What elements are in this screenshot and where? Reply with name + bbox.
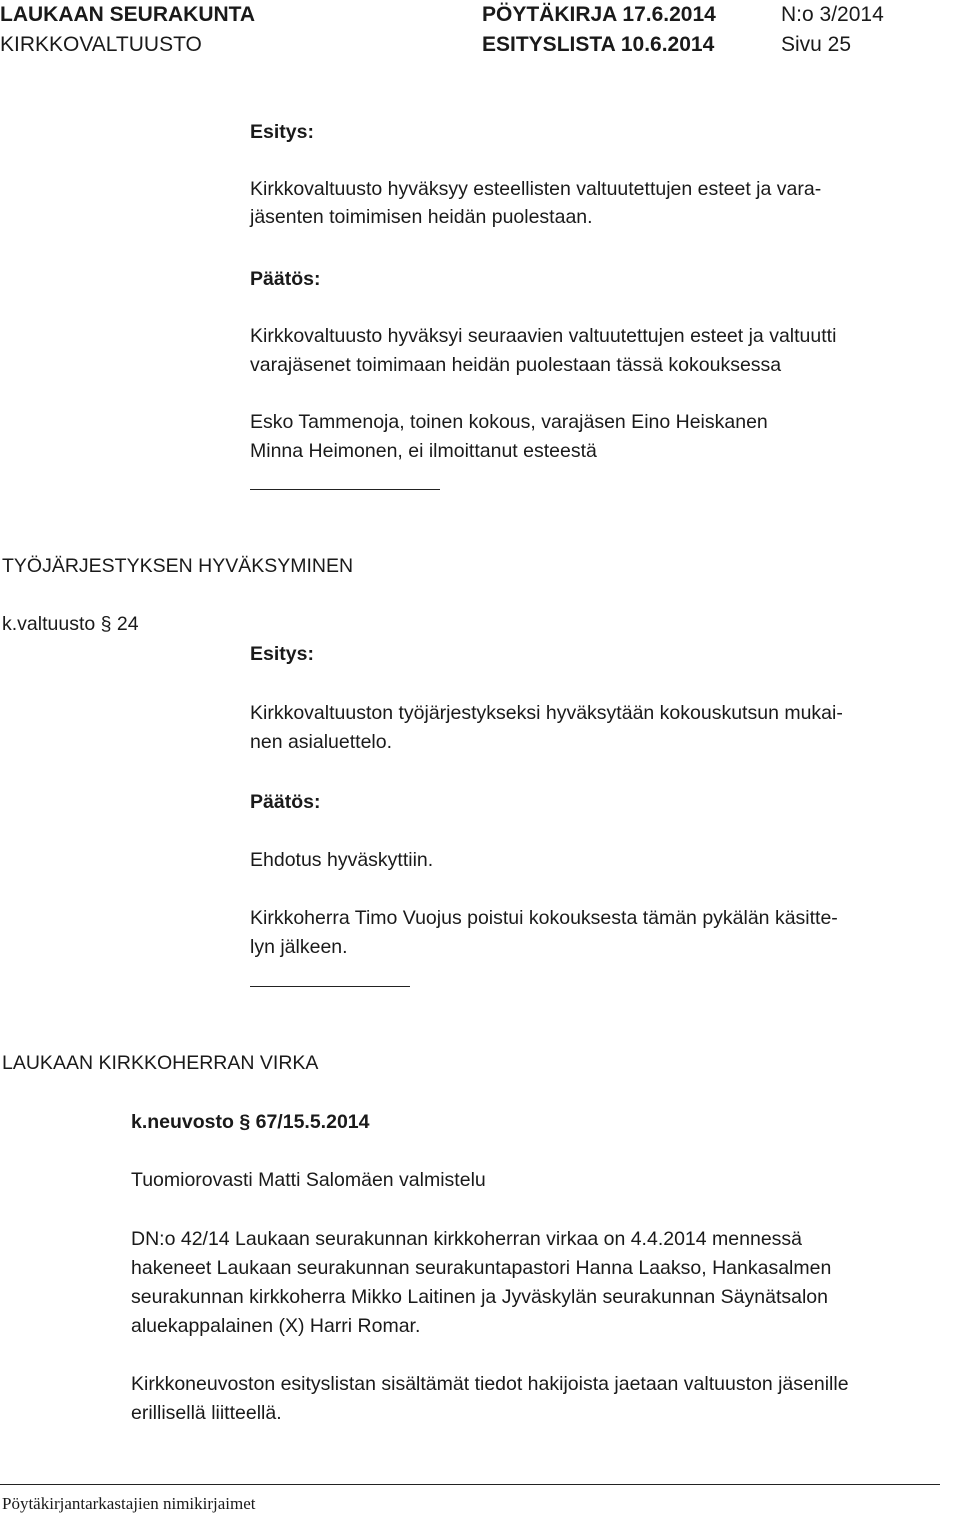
paragraph-line: Kirkkoneuvoston esityslistan sisältämät tiedot hakijoista jaetaan valtuuston jäsenille bbox=[131, 1373, 849, 1395]
paragraph-line: erillisellä liitteellä. bbox=[131, 1402, 282, 1424]
paragraph-line: hakeneet Laukaan seurakunnan seurakuntapastori Hanna Laakso, Hankasalmen bbox=[131, 1257, 832, 1279]
section-title: TYÖJÄRJESTYKSEN HYVÄKSYMINEN bbox=[2, 555, 354, 577]
section-divider bbox=[250, 986, 410, 987]
decision-line: varajäsenet toimimaan heidän puolestaan tässä kokouksessa bbox=[250, 354, 782, 376]
proposal-line: nen asialuettelo. bbox=[250, 731, 393, 753]
section-reference: k.valtuusto § 24 bbox=[2, 613, 139, 635]
decision-text: Ehdotus hyväskyttiin. bbox=[250, 849, 434, 871]
agenda-date: ESITYSLISTA 10.6.2014 bbox=[482, 33, 715, 56]
paragraph-line: DN:o 42/14 Laukaan seurakunnan kirkkoherran virkaa on 4.4.2014 mennessä bbox=[131, 1228, 803, 1250]
absence-list-item: Esko Tammenoja, toinen kokous, varajäsen Eino Heiskanen bbox=[250, 411, 768, 433]
decision-line: Kirkkovaltuusto hyväksyi seuraavien valtuutettujen esteet ja valtuutti bbox=[250, 325, 837, 347]
decision-heading: Päätös: bbox=[250, 791, 321, 813]
preparer-line: Tuomiorovasti Matti Salomäen valmistelu bbox=[131, 1169, 486, 1191]
paragraph-line: aluekappalainen (X) Harri Romar. bbox=[131, 1315, 421, 1337]
section-divider bbox=[250, 489, 440, 490]
section-title: LAUKAAN KIRKKOHERRAN VIRKA bbox=[2, 1052, 319, 1074]
footer-initials-label: Pöytäkirjantarkastajien nimikirjaimet bbox=[2, 1494, 256, 1513]
minutes-number: N:o 3/2014 bbox=[781, 3, 884, 26]
proposal-heading: Esitys: bbox=[250, 643, 314, 665]
council-name: KIRKKOVALTUUSTO bbox=[0, 33, 202, 56]
section-reference: k.neuvosto § 67/15.5.2014 bbox=[131, 1111, 370, 1133]
proposal-line: jäsenten toimimisen heidän puolestaan. bbox=[250, 206, 593, 228]
parish-name: LAUKAAN SEURAKUNTA bbox=[0, 3, 256, 26]
proposal-line: Kirkkovaltuusto hyväksyy esteellisten valtuutettujen esteet ja vara- bbox=[250, 178, 822, 200]
absence-list-item: Minna Heimonen, ei ilmoittanut esteestä bbox=[250, 440, 597, 462]
minutes-date: PÖYTÄKIRJA 17.6.2014 bbox=[482, 3, 716, 26]
proposal-line: Kirkkovaltuuston työjärjestykseksi hyväksytään kokouskutsun mukai- bbox=[250, 702, 843, 724]
decision-heading: Päätös: bbox=[250, 268, 321, 290]
note-line: Kirkkoherra Timo Vuojus poistui kokouksesta tämän pykälän käsitte- bbox=[250, 907, 838, 929]
note-line: lyn jälkeen. bbox=[250, 936, 348, 958]
proposal-heading: Esitys: bbox=[250, 121, 314, 143]
page-number: Sivu 25 bbox=[781, 33, 852, 56]
paragraph-line: seurakunnan kirkkoherra Mikko Laitinen ja Jyväskylän seurakunnan Säynätsalon bbox=[131, 1286, 828, 1308]
footer-rule bbox=[0, 1484, 940, 1485]
